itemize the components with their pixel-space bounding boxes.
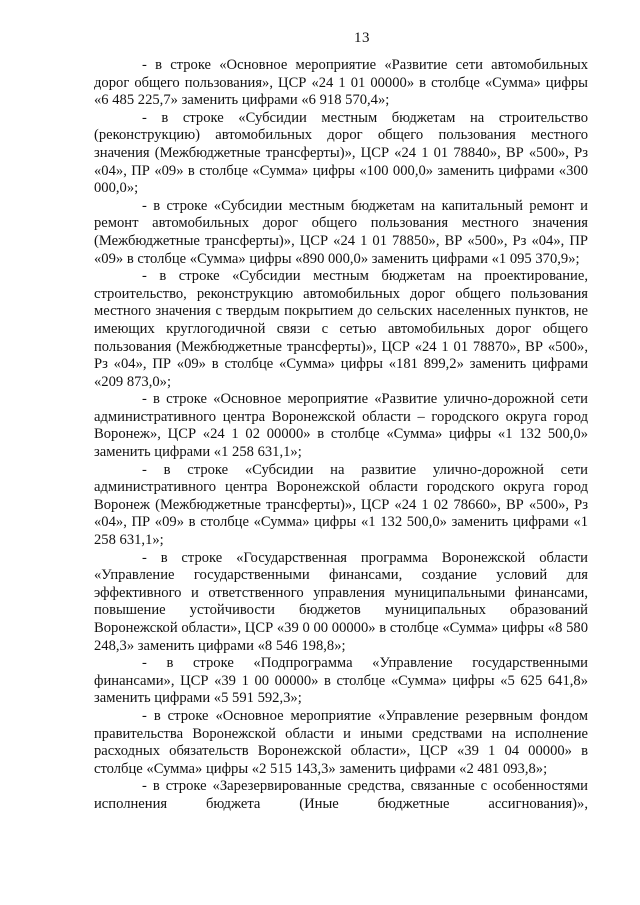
paragraph-10: - в строке «Зарезервированные средства, связанные с особенностями исполнения бюджета (Иные бюджетные ассигнования)», <box>94 778 588 812</box>
paragraph-8: - в строке «Подпрограмма «Управление государственными финансами», ЦСР «39 1 00 00000» в столбце «Сумма» цифры «5 625 641,8» заменить цифрами «5 591 592,3»; <box>94 655 588 707</box>
paragraph-2: - в строке «Субсидии местным бюджетам на строительство (реконструкцию) автомобильных дорог общего пользования местного значения (Межбюджетные трансферты)», ЦСР «24 1 01 78840», ВР «500», Рз «04», ПР «09» в столбце «Сумма» цифры «100 000,0» заменить цифрами «300 000,0»; <box>94 109 588 197</box>
paragraph-9: - в строке «Основное мероприятие «Управление резервным фондом правительства Воронежской области и иными средствами на исполнение расходных обязательств Воронежской области», ЦСР «39 1 04 00000» в столбце «Сумма» цифры «2 515 143,3» заменить цифрами «2 481 093,8»; <box>94 707 588 777</box>
paragraph-1: - в строке «Основное мероприятие «Развитие сети автомобильных дорог общего пользования», ЦСР «24 1 01 00000» в столбце «Сумма» цифры «6 485 225,7» заменить цифрами «6 918 570,4»; <box>94 57 588 109</box>
page-number: 13 <box>354 30 370 46</box>
paragraph-5: - в строке «Основное мероприятие «Развитие улично-дорожной сети административного центра Воронежской области – городского округа город Воронеж», ЦСР «24 1 02 00000» в столбце «Сумма» цифры «1 132 500,0» заменить цифрами «1 258 631,1»; <box>94 391 588 461</box>
paragraph-3: - в строке «Субсидии местным бюджетам на капитальный ремонт и ремонт автомобильных дорог общего пользования местного значения (Межбюджетные трансферты)», ЦСР «24 1 01 78850», ВР «500», Рз «04», ПР «09» в столбце «Сумма» цифры «890 000,0» заменить цифрами «1 095 370,9»; <box>94 197 588 267</box>
paragraph-4: - в строке «Субсидии местным бюджетам на проектирование, строительство, реконструкцию автомобильных дорог общего пользования местного значения с твердым покрытием до сельских населенных пунктов, не имеющих круглогодичной связи с сетью автомобильных дорог общего пользования (Межбюджетные трансферты)», ЦСР «24 1 01 78870», ВР «500», Рз «04», ПР «09» в столбце «Сумма» цифры «181 899,2» заменить цифрами «209 873,0»; <box>94 268 588 390</box>
paragraph-6: - в строке «Субсидии на развитие улично-дорожной сети административного центра Воронежской области городского округа город Воронеж (Межбюджетные трансферты)», ЦСР «24 1 02 78660», ВР «500», Рз «04», ПР «09» в столбце «Сумма» цифры «1 132 500,0» заменить цифрами «1 258 631,1»; <box>94 461 588 549</box>
paragraph-7: - в строке «Государственная программа Воронежской области «Управление государственными финансами, создание условий для эффективного и ответственного управления муниципальными финансами, повышение устойчивости бюджетов муниципальных образований Воронежской области», ЦСР «39 0 00 00000» в столбце «Сумма» цифры «8 580 248,3» заменить цифрами «8 546 198,8»; <box>94 549 588 654</box>
